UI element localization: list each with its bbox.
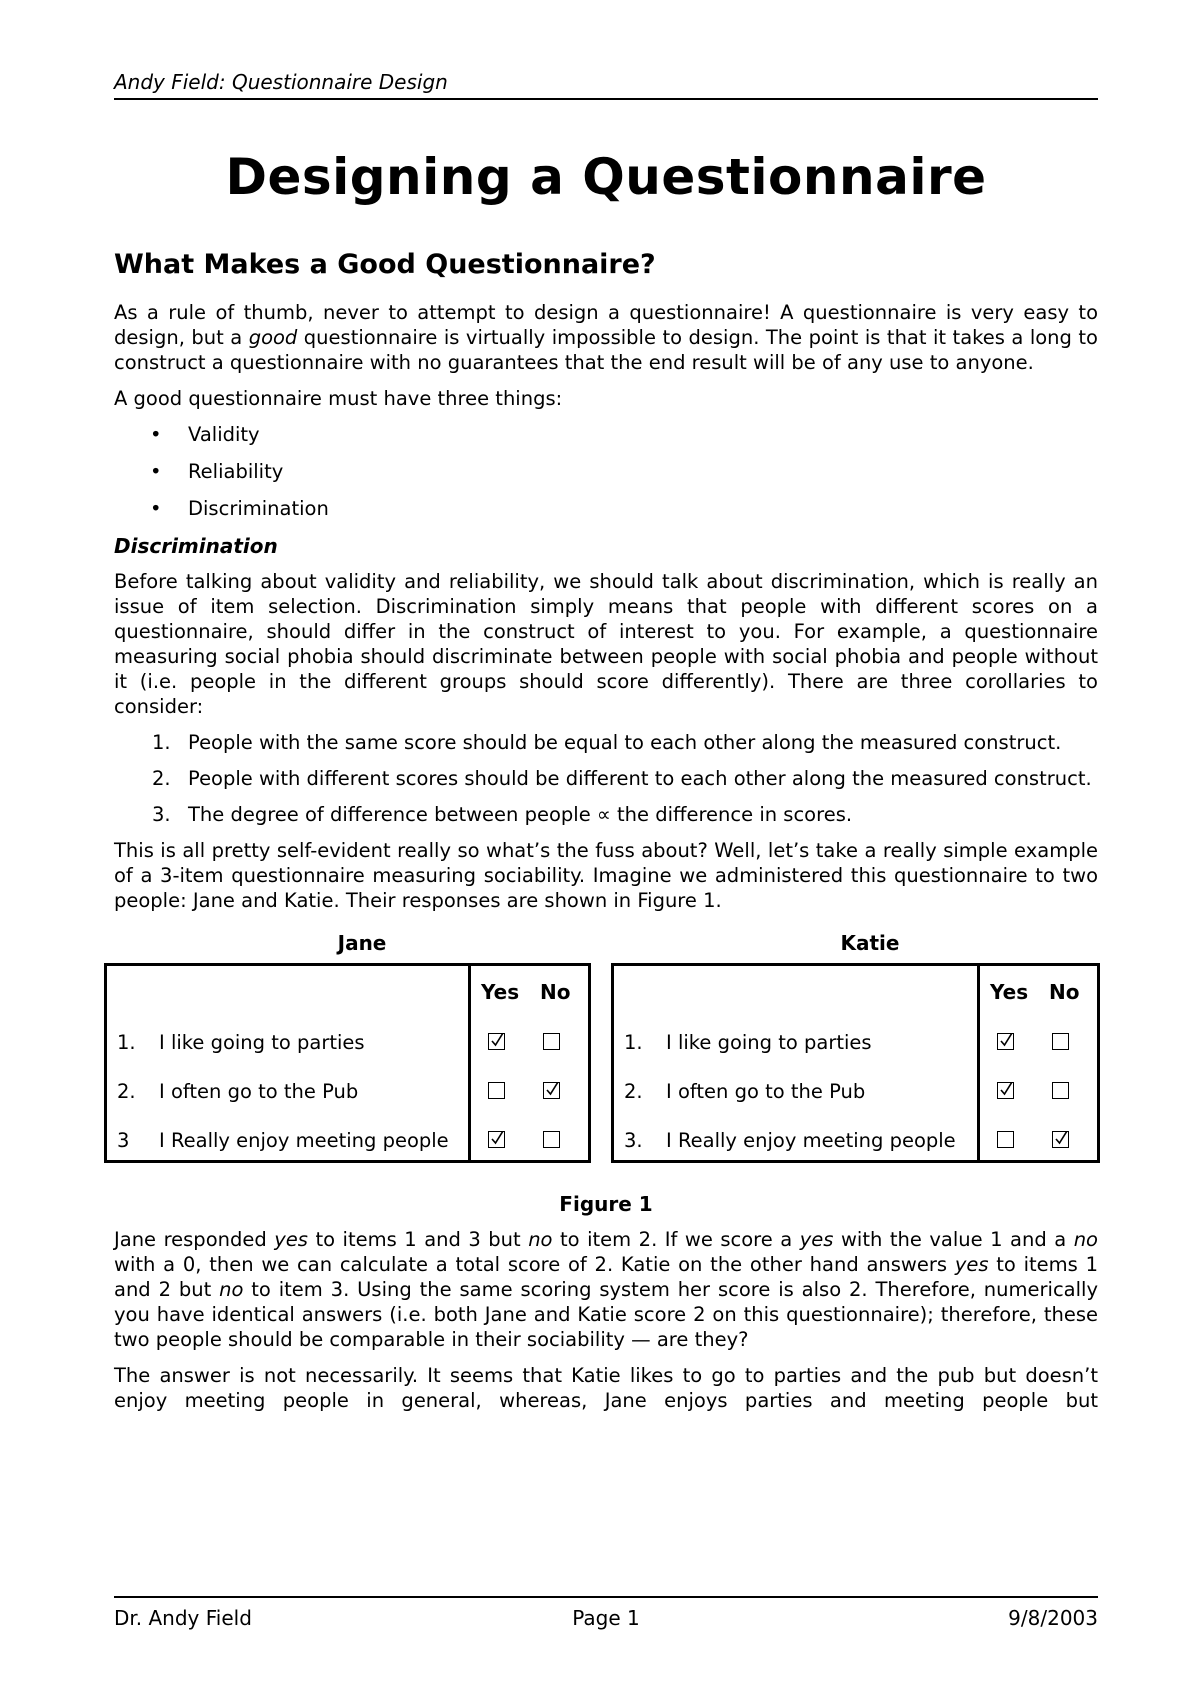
list-item <box>114 496 1098 521</box>
yes-checkbox <box>488 1033 505 1050</box>
discrimination-paragraph: Before talking about validity and reliability, we should talk about discrimination, which is really an issue of item selection. Discrimination simply means that people with different scores on a questionnaire, should differ in the construct of interest to you. For example, a questionnaire measuring social phobia should discriminate between people with social phobia and people without it (i.e. people in the different groups should score differently). There are three corollaries to consider: <box>114 570 1098 718</box>
list-item-label: Validity <box>188 423 260 446</box>
item-text: I Really enjoy meeting people <box>159 1129 449 1152</box>
panel-title-katie: Katie <box>840 931 900 955</box>
figure-1 <box>114 931 1098 1191</box>
item-number: 1. <box>624 1031 643 1054</box>
main-content <box>114 142 1098 1424</box>
text-run: to items 1 and 2 but <box>114 1253 1098 1301</box>
checkmark-icon <box>490 1034 504 1048</box>
item-text: I often go to the Pub <box>666 1080 866 1103</box>
item-text: I often go to the Pub <box>159 1080 359 1103</box>
bullet-icon: • <box>150 460 162 483</box>
subheading-discrimination: Discrimination <box>114 534 278 558</box>
item-row <box>117 1030 365 1055</box>
list-item <box>114 459 1098 484</box>
item-row <box>117 1079 358 1104</box>
panel-divider <box>977 966 980 1160</box>
intro-emphasis: good <box>248 326 298 349</box>
item-number: 3 <box>117 1129 130 1152</box>
emphasis: yes <box>274 1228 308 1251</box>
footer-page-number: Page 1 <box>572 1606 640 1630</box>
footer-author: Dr. Andy Field <box>114 1606 252 1630</box>
corollaries-list <box>114 730 1098 827</box>
item-text: I like going to parties <box>666 1031 872 1054</box>
list-item <box>114 730 1098 755</box>
list-item <box>114 802 1098 827</box>
figure-caption: Figure 1 <box>559 1192 653 1216</box>
intro-paragraph-2: A good questionnaire must have three things: <box>114 387 563 410</box>
no-checkbox <box>1052 1033 1069 1050</box>
yes-checkbox <box>488 1131 505 1148</box>
running-header: Andy Field: Questionnaire Design <box>114 70 1098 100</box>
item-row <box>117 1128 449 1153</box>
item-number: 3. <box>624 1129 643 1152</box>
list-number: 1. <box>152 731 171 754</box>
list-number: 2. <box>152 767 171 790</box>
item-row <box>624 1030 872 1055</box>
text-run: to item 2. If we score a <box>552 1228 800 1251</box>
list-item-label: People with different scores should be different to each other along the measured construct. <box>188 767 1092 790</box>
response-panel-jane <box>104 963 591 1163</box>
intro-paragraph <box>114 300 1098 375</box>
text-run: to items 1 and 3 but <box>307 1228 529 1251</box>
item-text: I Really enjoy meeting people <box>666 1129 956 1152</box>
list-number: 3. <box>152 803 171 826</box>
emphasis: no <box>528 1228 553 1251</box>
bullet-icon: • <box>150 497 162 520</box>
panel-divider <box>468 966 471 1160</box>
list-item-label: Discrimination <box>188 497 329 520</box>
yes-column-header: Yes <box>481 980 520 1004</box>
footer-date: 9/8/2003 <box>1008 1606 1098 1630</box>
requirements-list <box>114 422 1098 521</box>
running-footer <box>114 1596 1098 1630</box>
emphasis: no <box>1073 1228 1098 1251</box>
text-run: to item 3. Using the same scoring system her score is also 2. Therefore, numerically you have identical answers (i.e. both Jane and Katie score 2 on this questionnaire); therefore, these two people should be comparable in their sociability — are they? <box>114 1278 1098 1351</box>
list-item <box>114 766 1098 791</box>
checkmark-icon <box>545 1083 559 1097</box>
document-title: Designing a Questionnaire <box>225 148 987 206</box>
checkmark-icon <box>1054 1132 1068 1146</box>
item-row <box>624 1079 865 1104</box>
no-checkbox <box>1052 1131 1069 1148</box>
emphasis: no <box>219 1278 244 1301</box>
item-row <box>624 1128 956 1153</box>
item-number: 2. <box>624 1080 643 1103</box>
checkmark-icon <box>999 1034 1013 1048</box>
no-checkbox <box>1052 1082 1069 1099</box>
item-text: I like going to parties <box>159 1031 365 1054</box>
intro-text-a: As a rule of thumb, never to attempt to design a questionnaire! A questionnaire is very easy to design, but a <box>114 301 1098 349</box>
analysis-paragraph <box>114 1227 1098 1352</box>
text-run: with the value 1 and a <box>833 1228 1074 1251</box>
emphasis: yes <box>954 1253 989 1276</box>
yes-column-header: Yes <box>990 980 1029 1004</box>
item-number: 1. <box>117 1031 136 1054</box>
response-panel-katie <box>611 963 1100 1163</box>
bullet-icon: • <box>150 423 162 446</box>
no-checkbox <box>543 1033 560 1050</box>
section-heading: What Makes a Good Questionnaire? <box>114 249 656 280</box>
list-item-label: People with the same score should be equal to each other along the measured construct. <box>188 731 1062 754</box>
intro-text-b: questionnaire is virtually impossible to design. The point is that it takes a long to construct a questionnaire with no guarantees that the end result will be of any use to anyone. <box>114 326 1098 374</box>
item-number: 2. <box>117 1080 136 1103</box>
list-item-label: Reliability <box>188 460 284 483</box>
yes-checkbox <box>997 1082 1014 1099</box>
emphasis: yes <box>799 1228 834 1251</box>
checkmark-icon <box>999 1083 1013 1097</box>
no-column-header: No <box>1049 980 1080 1004</box>
panel-title-jane: Jane <box>337 931 387 955</box>
list-item <box>114 422 1098 447</box>
example-paragraph: This is all pretty self-evident really so what’s the fuss about? Well, let’s take a really simple example of a 3-item questionnaire measuring sociability. Imagine we administered this questionnaire to two people: Jane and Katie. Their responses are shown in Figure 1. <box>114 839 1098 912</box>
no-checkbox <box>543 1131 560 1148</box>
yes-checkbox <box>488 1082 505 1099</box>
list-item-label: The degree of difference between people ∝ the difference in scores. <box>188 803 853 826</box>
text-run: Jane responded <box>114 1228 275 1251</box>
yes-checkbox <box>997 1033 1014 1050</box>
no-column-header: No <box>540 980 571 1004</box>
no-checkbox <box>543 1082 560 1099</box>
yes-checkbox <box>997 1131 1014 1148</box>
text-run: with a 0, then we can calculate a total score of 2. Katie on the other hand answers <box>114 1253 955 1276</box>
checkmark-icon <box>490 1132 504 1146</box>
conclusion-paragraph: The answer is not necessarily. It seems that Katie likes to go to parties and the pub but doesn’t enjoy meeting people in general, whereas, Jane enjoys parties and meeting people but <box>114 1364 1098 1412</box>
